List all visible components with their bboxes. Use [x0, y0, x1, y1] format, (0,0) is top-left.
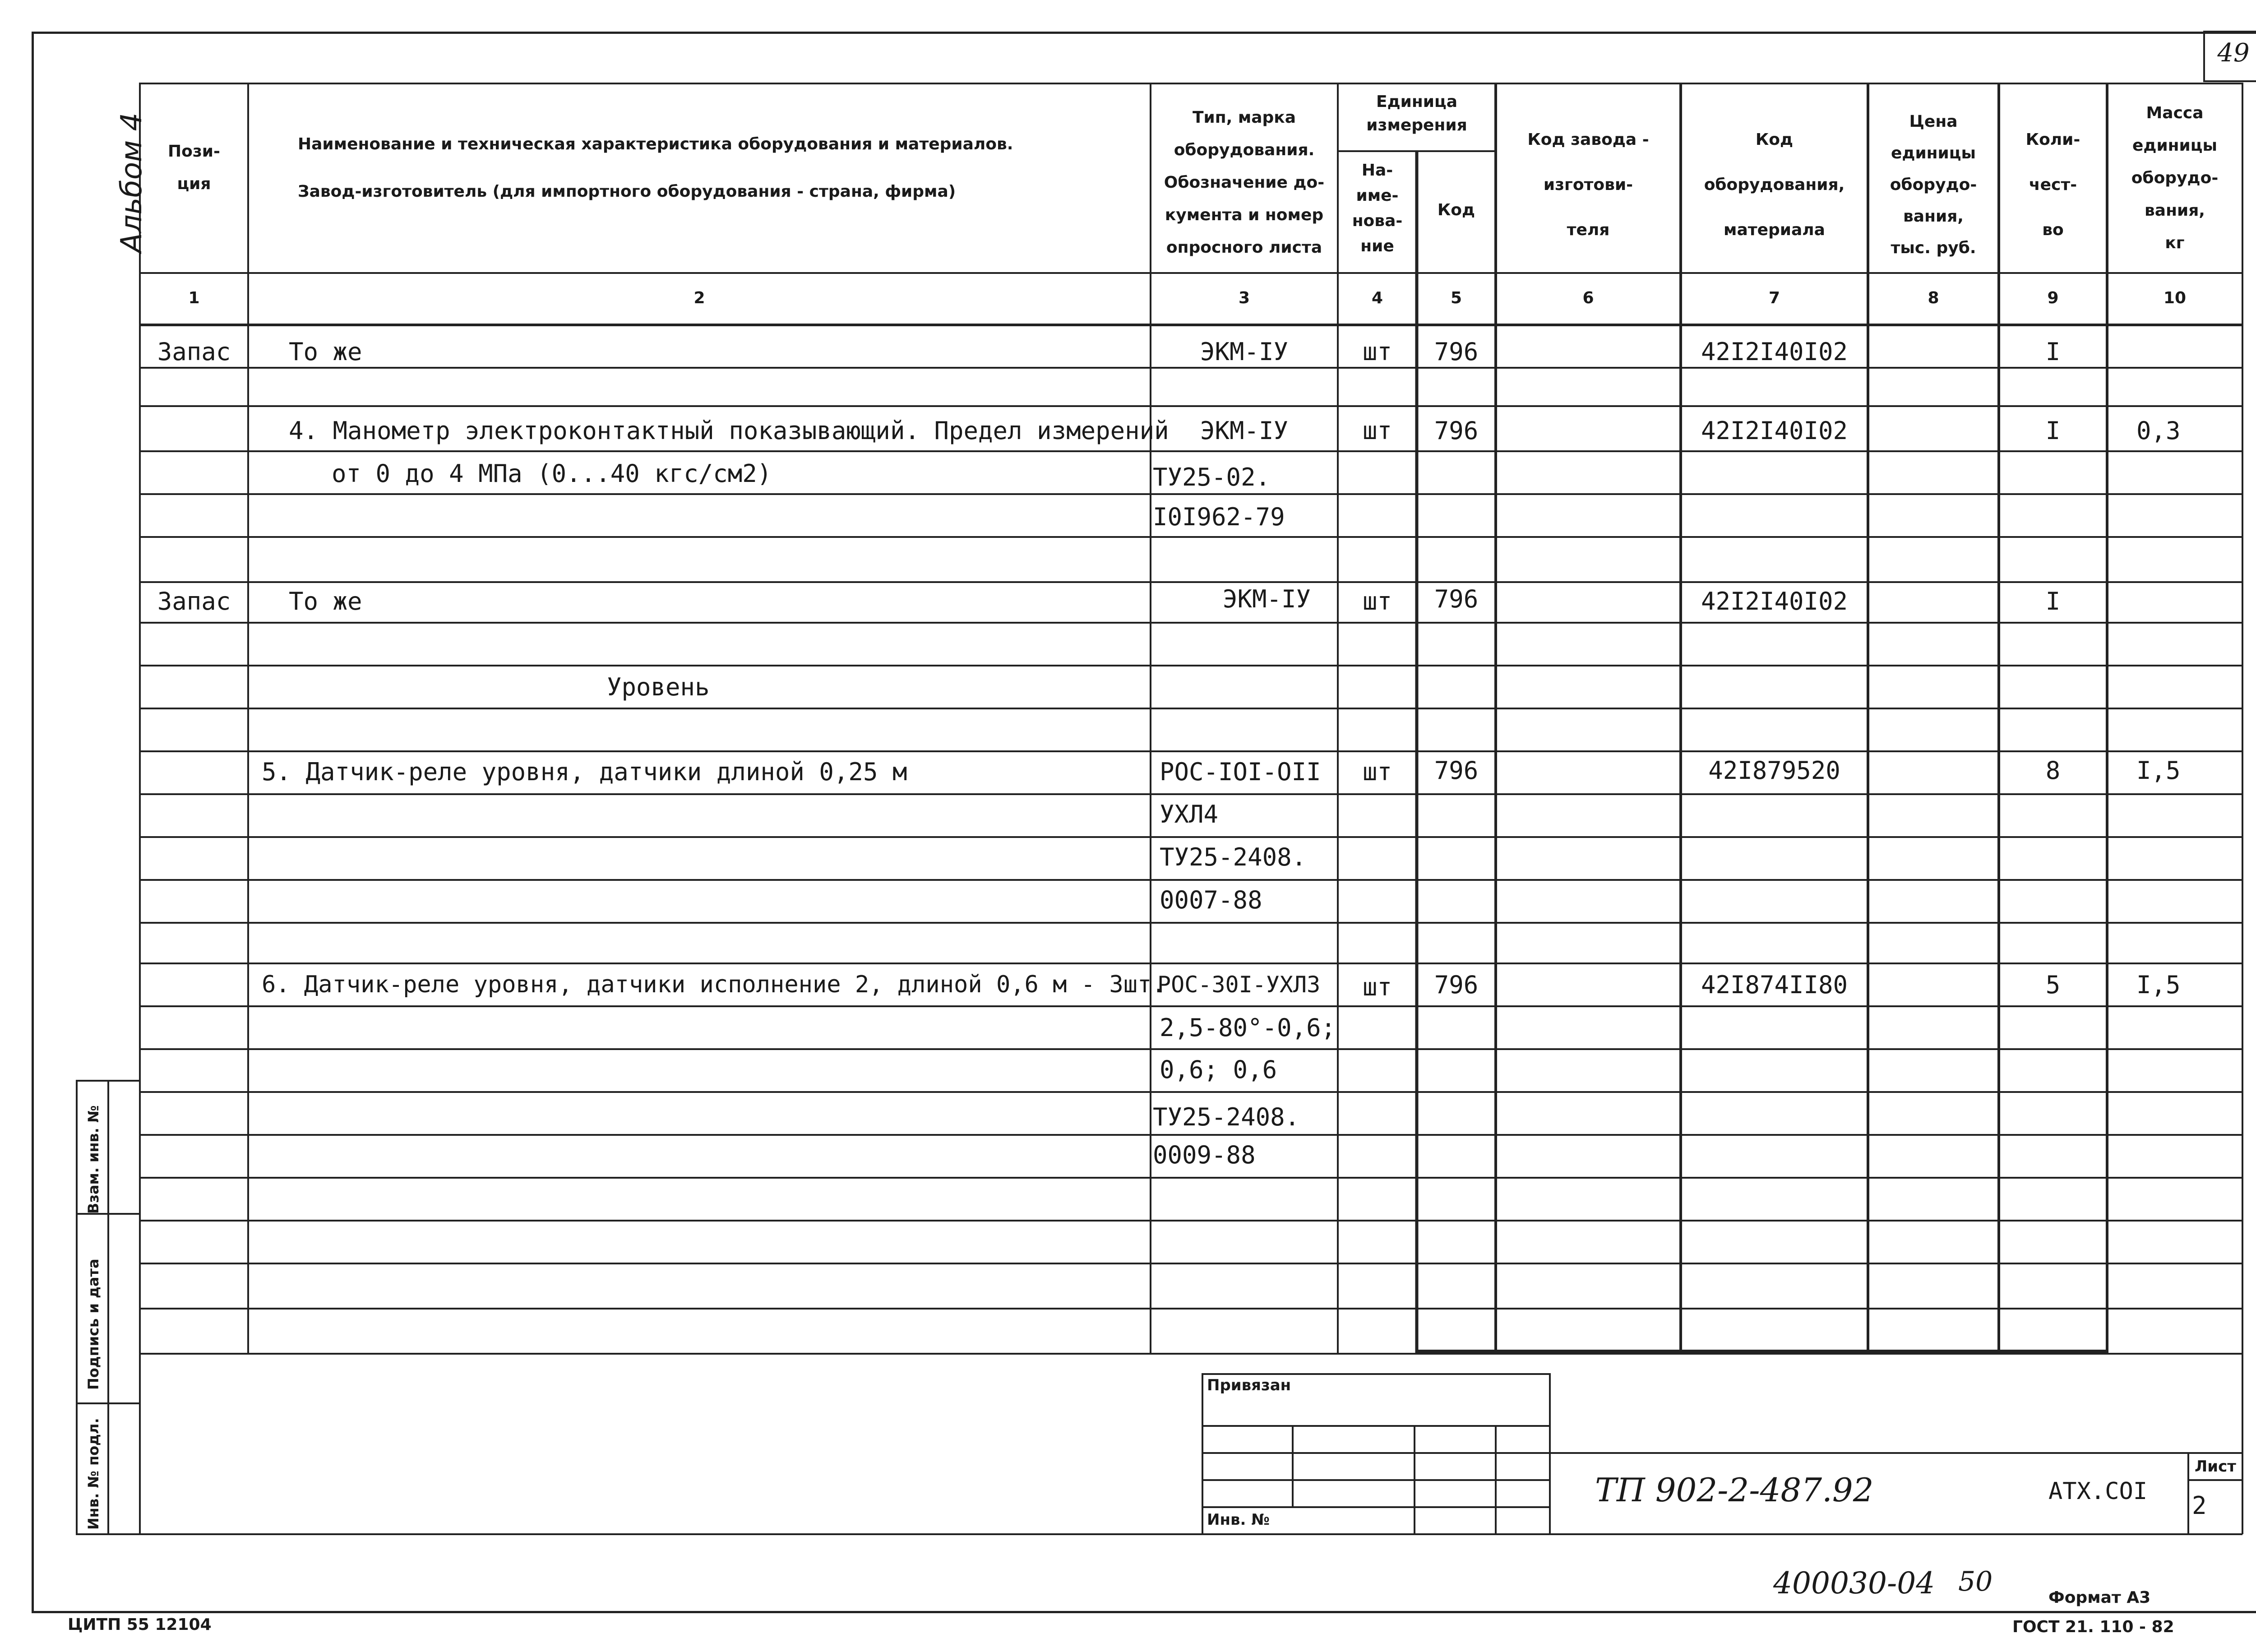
table-row-unit: шт: [1362, 973, 1392, 1001]
sheet-value: 2: [2192, 1491, 2207, 1520]
doc-code: АТХ.COI: [2048, 1478, 2148, 1505]
header-col9-line: чест-: [2029, 176, 2077, 194]
table-row-pos: Запас: [157, 587, 231, 615]
table-row-name: 5. Датчик-реле уровня, датчики длиной 0,25 м: [262, 758, 907, 786]
header-col8-line: единицы: [1891, 144, 1976, 162]
table-row-equip: 42I2I40I02: [1701, 338, 1848, 366]
table-row-type: 2,5-80°-0,6;: [1160, 1013, 1336, 1042]
table-row-type: УХЛ4: [1160, 800, 1219, 828]
header-col8: [1868, 106, 1999, 264]
table-row-name: 6. Датчик-реле уровня, датчики исполнение 2, длиной 0,6 м - 3шт.: [262, 971, 1166, 998]
header-col4-line: ние: [1360, 237, 1394, 255]
table-row-type: I0I962-79: [1153, 503, 1285, 531]
table-row-type: ЭКМ-IУ: [1222, 585, 1311, 613]
privyazan-label: Привязан: [1207, 1376, 1291, 1394]
header-col4-line: нова-: [1352, 212, 1403, 230]
header-col9: [1999, 117, 2107, 253]
header-col6-line: Код завода -: [1527, 130, 1649, 149]
sheet-label: Лист: [2195, 1458, 2236, 1476]
table-row-type: 0007-88: [1160, 886, 1262, 914]
header-col10-line: единицы: [2132, 136, 2218, 155]
table-row-type: РОС-30I-УХЛ3: [1157, 972, 1321, 998]
header-col4-line: На-: [1361, 161, 1393, 180]
side-label-inv: Инв. № подл.: [85, 1418, 102, 1530]
header-unit-line: измерения: [1366, 116, 1467, 134]
header-unit-group: [1338, 90, 1496, 137]
table-row-code: 796: [1434, 971, 1479, 999]
header-col2: [253, 126, 1146, 210]
table-row-mass: I,5: [2136, 756, 2181, 785]
header-col6-line: теля: [1567, 221, 1610, 239]
col-number: 6: [1582, 289, 1594, 307]
header-col9-line: во: [2042, 221, 2064, 239]
doc-number: ТП 902-2-487.92: [1595, 1471, 1874, 1509]
col-number: 10: [2163, 289, 2187, 307]
table-row-code: 796: [1434, 338, 1479, 366]
header-col5: Код: [1437, 201, 1475, 219]
header-col4-line: име-: [1356, 186, 1399, 205]
table-row-mass: I,5: [2136, 971, 2181, 999]
col-number: 4: [1371, 289, 1383, 307]
table-row-code: 796: [1434, 756, 1479, 785]
header-col3-line: кумента и номер: [1165, 206, 1324, 224]
table-row-name: То же: [289, 587, 362, 615]
table-row-equip: 42I2I40I02: [1701, 587, 1848, 615]
header-col9-line: Коли-: [2025, 130, 2080, 149]
header-col7-line: материала: [1724, 221, 1825, 239]
header-col10-line: вания,: [2145, 201, 2205, 220]
col-number: 7: [1768, 289, 1780, 307]
table-row-unit: шт: [1362, 758, 1392, 786]
header-col3-line: оборудования.: [1174, 141, 1315, 159]
header-col7: [1681, 117, 1868, 253]
header-col10-line: оборудо-: [2131, 169, 2219, 187]
header-col2-line2: Завод-изготовитель (для импортного оборудования - страна, фирма): [298, 182, 956, 201]
table-row-equip: 42I874II80: [1701, 971, 1848, 999]
col-number: 2: [693, 289, 705, 307]
table-row-qty: I: [2045, 587, 2061, 615]
inv-no-label: Инв. №: [1207, 1511, 1270, 1529]
header-col10: [2107, 97, 2242, 259]
header-col10-line: Масса: [2146, 104, 2204, 122]
col-number: 9: [2047, 289, 2059, 307]
col-number: 5: [1450, 289, 1462, 307]
table-row-qty: I: [2045, 338, 2061, 366]
header-col4: [1338, 158, 1417, 259]
table-row-qty: 5: [2045, 971, 2061, 999]
header-col8-line: вания,: [1903, 207, 1964, 226]
table-row-unit: шт: [1362, 416, 1392, 445]
header-col6-line: изготови-: [1543, 176, 1633, 194]
header-col1-line: Пози-: [168, 142, 220, 161]
table-row-code: 796: [1434, 416, 1479, 445]
sheet-number-top: 49: [2217, 38, 2250, 68]
header-col8-line: тыс. руб.: [1891, 239, 1976, 257]
table-row-name: от 0 до 4 МПа (0...40 кгс/см2): [332, 459, 772, 488]
header-col3-line: опросного листа: [1166, 238, 1322, 257]
handwritten-code: 400030-04: [1773, 1566, 1935, 1601]
table-row-type: ЭКМ-IУ: [1200, 416, 1289, 445]
header-col3-line: Тип, марка: [1192, 108, 1296, 127]
table-row-type: 0,6; 0,6: [1160, 1055, 1277, 1084]
table-row-type: РОС-IOI-OII: [1160, 758, 1321, 786]
handwritten-page: 50: [1958, 1566, 1993, 1597]
table-row-type: 0009-88: [1153, 1141, 1256, 1169]
section-heading: Уровень: [607, 673, 710, 701]
side-label-vzam: Взам. инв. №: [85, 1105, 102, 1214]
header-col1-line: ция: [177, 175, 211, 193]
table-row-qty: I: [2045, 416, 2061, 445]
table-row-equip: 42I879520: [1708, 756, 1840, 785]
gost-label: ГОСТ 21. 110 - 82: [2012, 1618, 2174, 1636]
table-row-unit: шт: [1362, 338, 1392, 366]
header-col7-line: оборудования,: [1704, 176, 1845, 194]
header-col7-line: Код: [1755, 130, 1794, 149]
header-col8-line: оборудо-: [1890, 176, 1977, 194]
table-row-equip: 42I2I40I02: [1701, 416, 1848, 445]
side-label-signature: Подпись и дата: [85, 1259, 102, 1390]
table-row-code: 796: [1434, 585, 1479, 613]
table-row-mass: 0,3: [2136, 416, 2181, 445]
table-row-pos: Запас: [157, 338, 231, 366]
header-col6: [1496, 117, 1681, 253]
col-number: 8: [1928, 289, 1939, 307]
col-number: 3: [1238, 289, 1250, 307]
format-label: Формат А3: [2048, 1588, 2151, 1607]
album-label: Альбом 4: [115, 112, 148, 253]
header-col3: [1151, 102, 1338, 264]
header-col3-line: Обозначение до-: [1164, 173, 1325, 192]
table-row-qty: 8: [2045, 756, 2061, 785]
table-row-type: ТУ25-2408.: [1153, 1103, 1300, 1131]
citp-label: ЦИТП 55 12104: [68, 1615, 212, 1634]
header-col2-line1: Наименование и техническая характеристика оборудования и материалов.: [298, 135, 1013, 153]
header-unit-line: Единица: [1376, 93, 1457, 111]
table-row-unit: шт: [1362, 587, 1392, 615]
header-col10-line: кг: [2165, 234, 2185, 252]
table-row-type: ЭКМ-IУ: [1200, 338, 1289, 366]
header-col1: [140, 135, 248, 200]
header-col8-line: Цена: [1909, 112, 1958, 131]
col-number: 1: [188, 289, 200, 307]
table-row-type: ТУ25-2408.: [1160, 843, 1307, 871]
table-row-name: 4. Манометр электроконтактный показывающий. Предел измерений: [289, 416, 1169, 445]
table-row-type: ТУ25-02.: [1153, 463, 1271, 491]
table-row-name: То же: [289, 338, 362, 366]
